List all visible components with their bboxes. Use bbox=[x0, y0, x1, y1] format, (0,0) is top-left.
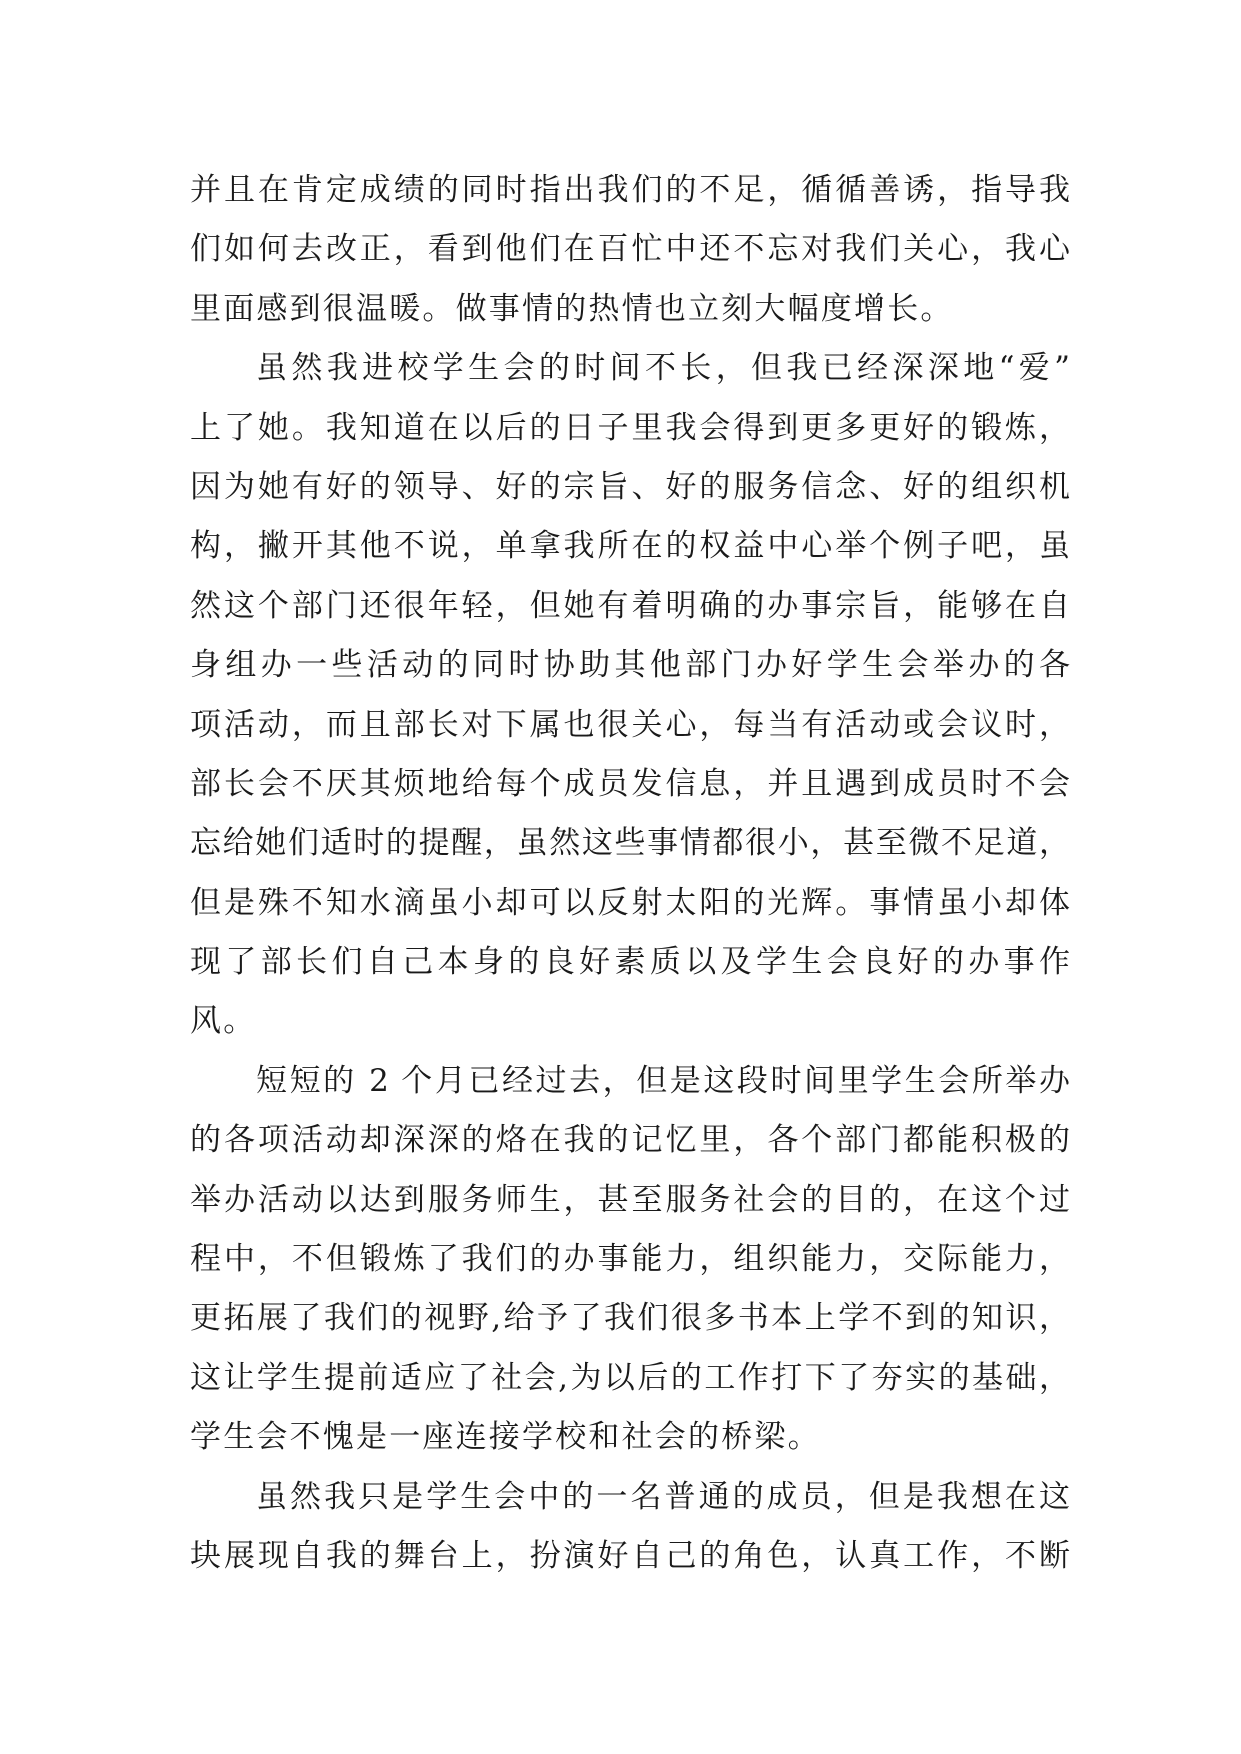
text-line: 举办活动以达到服务师生，甚至服务社会的目的，在这个过 bbox=[190, 1181, 1070, 1218]
text-line: 构，撇开其他不说，单拿我所在的权益中心举个例子吧，虽 bbox=[190, 528, 1070, 565]
text-line: 这让学生提前适应了社会,为以后的工作打下了夯实的基础， bbox=[190, 1359, 1070, 1396]
text-line: 并且在肯定成绩的同时指出我们的不足，循循善诱，指导我 bbox=[190, 172, 1070, 208]
text-line: 因为她有好的领导、好的宗旨、好的服务信念、好的组织机 bbox=[190, 468, 1070, 505]
text-line: 部长会不厌其烦地给每个成员发信息，并且遇到成员时不会 bbox=[190, 765, 1070, 802]
paragraph bbox=[190, 1052, 1070, 1468]
text-line: 然这个部门还很年轻，但她有着明确的办事宗旨，能够在自 bbox=[190, 587, 1070, 624]
paragraph bbox=[190, 339, 1070, 1052]
text-line: 的各项活动却深深的烙在我的记忆里，各个部门都能积极的 bbox=[190, 1122, 1070, 1159]
text-line: 上了她。我知道在以后的日子里我会得到更多更好的锻炼， bbox=[190, 409, 1070, 446]
paragraph bbox=[190, 1468, 1070, 1587]
text-line: 程中，不但锻炼了我们的办事能力，组织能力，交际能力， bbox=[190, 1241, 1070, 1278]
text-line: 但是殊不知水滴虽小却可以反射太阳的光辉。事情虽小却体 bbox=[190, 884, 1070, 921]
document-body bbox=[190, 161, 1070, 1586]
text-line: 更拓展了我们的视野,给予了我们很多书本上学不到的知识， bbox=[190, 1300, 1070, 1337]
text-line: 虽然我只是学生会中的一名普通的成员，但是我想在这 bbox=[256, 1478, 1070, 1515]
text-line: 风。 bbox=[190, 1003, 257, 1040]
text-line: 忘给她们适时的提醒，虽然这些事情都很小，甚至微不足道， bbox=[190, 825, 1070, 862]
text-line: 身组办一些活动的同时协助其他部门办好学生会举办的各 bbox=[190, 647, 1070, 684]
text-line: 现了部长们自己本身的良好素质以及学生会良好的办事作 bbox=[190, 944, 1070, 981]
text-line: 们如何去改正，看到他们在百忙中还不忘对我们关心，我心 bbox=[190, 231, 1070, 268]
paragraph bbox=[190, 161, 1070, 339]
text-line: 里面感到很温暖。做事情的热情也立刻大幅度增长。 bbox=[190, 290, 954, 327]
text-line: 虽然我进校学生会的时间不长，但我已经深深地“爱” bbox=[256, 350, 1070, 387]
text-line: 短短的 2 个月已经过去，但是这段时间里学生会所举办 bbox=[256, 1062, 1070, 1099]
text-line: 学生会不愧是一座连接学校和社会的桥梁。 bbox=[190, 1419, 821, 1456]
text-line: 块展现自我的舞台上，扮演好自己的角色，认真工作，不断 bbox=[190, 1537, 1070, 1574]
text-line: 项活动，而且部长对下属也很关心，每当有活动或会议时， bbox=[190, 706, 1070, 743]
